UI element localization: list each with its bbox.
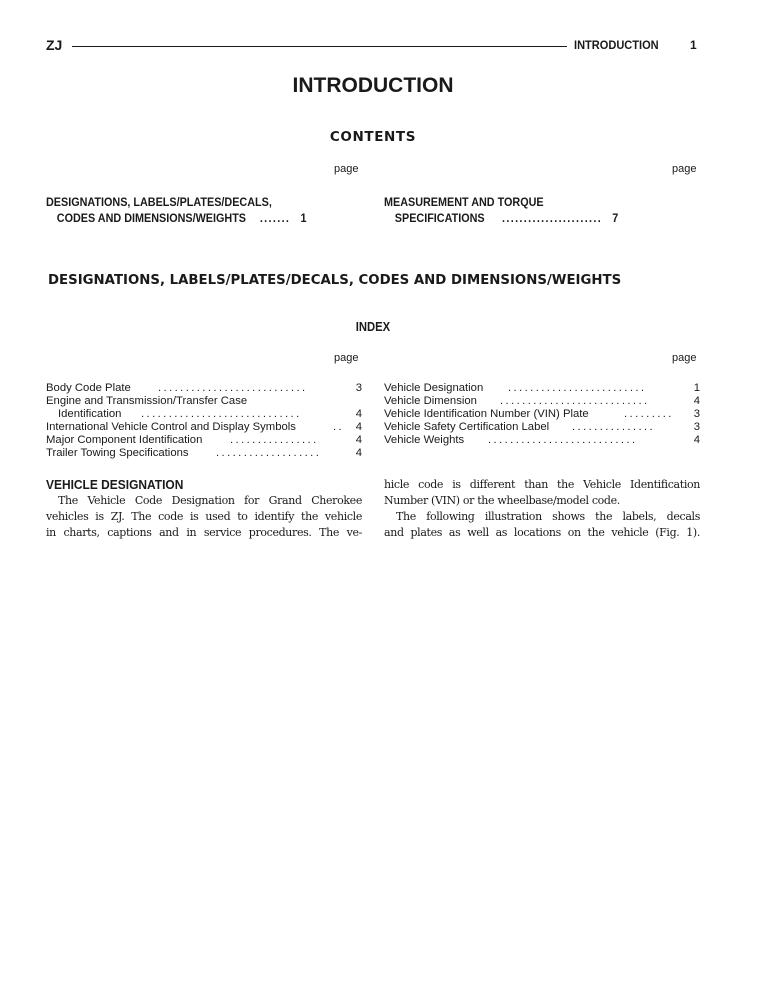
header-page-number: 1 [690, 38, 697, 52]
index-entry-major-component[interactable]: Major Component Identification ................ 4 [46, 434, 362, 446]
body-line: The following illustration shows the labels, decals [396, 510, 700, 523]
toc-entry-line2: CODES AND DIMENSIONS/WEIGHTS [56, 211, 247, 225]
index-page-label-left: page [334, 352, 359, 364]
page-title: INTRODUCTION [292, 74, 454, 97]
index-entry-safety-label[interactable]: Vehicle Safety Certification Label ............... 3 [384, 421, 700, 433]
body-line: vehicles is ZJ. The code is used to identify the vehicle [46, 510, 362, 523]
section-heading: DESIGNATIONS, LABELS/PLATES/DECALS, CODES AND DIMENSIONS/WEIGHTS [48, 273, 622, 288]
contents-heading: CONTENTS [329, 129, 417, 145]
header-section-title: INTRODUCTION [574, 38, 659, 52]
index-entry-vehicle-dimension[interactable]: Vehicle Dimension ........................... 4 [384, 395, 700, 407]
index-entry-international-symbols[interactable]: International Vehicle Control and Display Symbols .. 4 [46, 421, 362, 433]
index-entry-body-code-plate[interactable]: Body Code Plate ........................... 3 [46, 382, 362, 394]
body-line: The Vehicle Code Designation for Grand Cherokee [58, 494, 362, 507]
body-line: and plates as well as locations on the vehicle (Fig. 1). [384, 526, 700, 539]
index-entry-trailer-towing[interactable]: Trailer Towing Specifications ................... 4 [46, 447, 362, 459]
toc-entry-measurement[interactable] [384, 194, 618, 226]
toc-entry-line1: MEASUREMENT AND TORQUE [384, 195, 544, 209]
toc-entry-line1: DESIGNATIONS, LABELS/PLATES/DECALS, [46, 195, 272, 209]
body-line: Number (VIN) or the wheelbase/model code. [384, 494, 620, 507]
index-entry-vehicle-designation[interactable]: Vehicle Designation ......................... 1 [384, 382, 700, 394]
toc-page: 7 [612, 211, 619, 225]
index-heading: INDEX [355, 320, 391, 334]
index-entry-engine-transmission[interactable]: Engine and Transmission/Transfer Case [46, 395, 248, 407]
vehicle-designation-text-left [46, 493, 362, 541]
toc-entry-line2: SPECIFICATIONS [394, 211, 485, 225]
index-list-right [384, 382, 700, 447]
vehicle-designation-heading: VEHICLE DESIGNATION [46, 477, 184, 492]
body-line: in charts, captions and in service procedures. The ve- [46, 526, 362, 539]
index-page-label-right: page [672, 352, 697, 364]
vehicle-designation-text-right [384, 477, 700, 541]
toc-page: 1 [300, 211, 307, 225]
toc-entry-designations[interactable] [46, 194, 307, 226]
body-line: hicle code is different than the Vehicle Identification [384, 478, 700, 491]
header-rule [72, 46, 567, 47]
contents-page-label-left: page [334, 163, 359, 175]
index-list-left [46, 382, 362, 460]
header-model-code: ZJ [46, 37, 63, 53]
index-entry-vin-plate[interactable]: Vehicle Identification Number (VIN) Plate ......... 3 [384, 408, 700, 420]
index-entry-identification[interactable]: Identification ............................. 4 [58, 408, 362, 420]
toc-leader: ....... [259, 211, 291, 225]
toc-leader: ....................... [502, 211, 603, 225]
index-entry-vehicle-weights[interactable]: Vehicle Weights ........................... 4 [384, 434, 700, 446]
contents-page-label-right: page [672, 163, 697, 175]
